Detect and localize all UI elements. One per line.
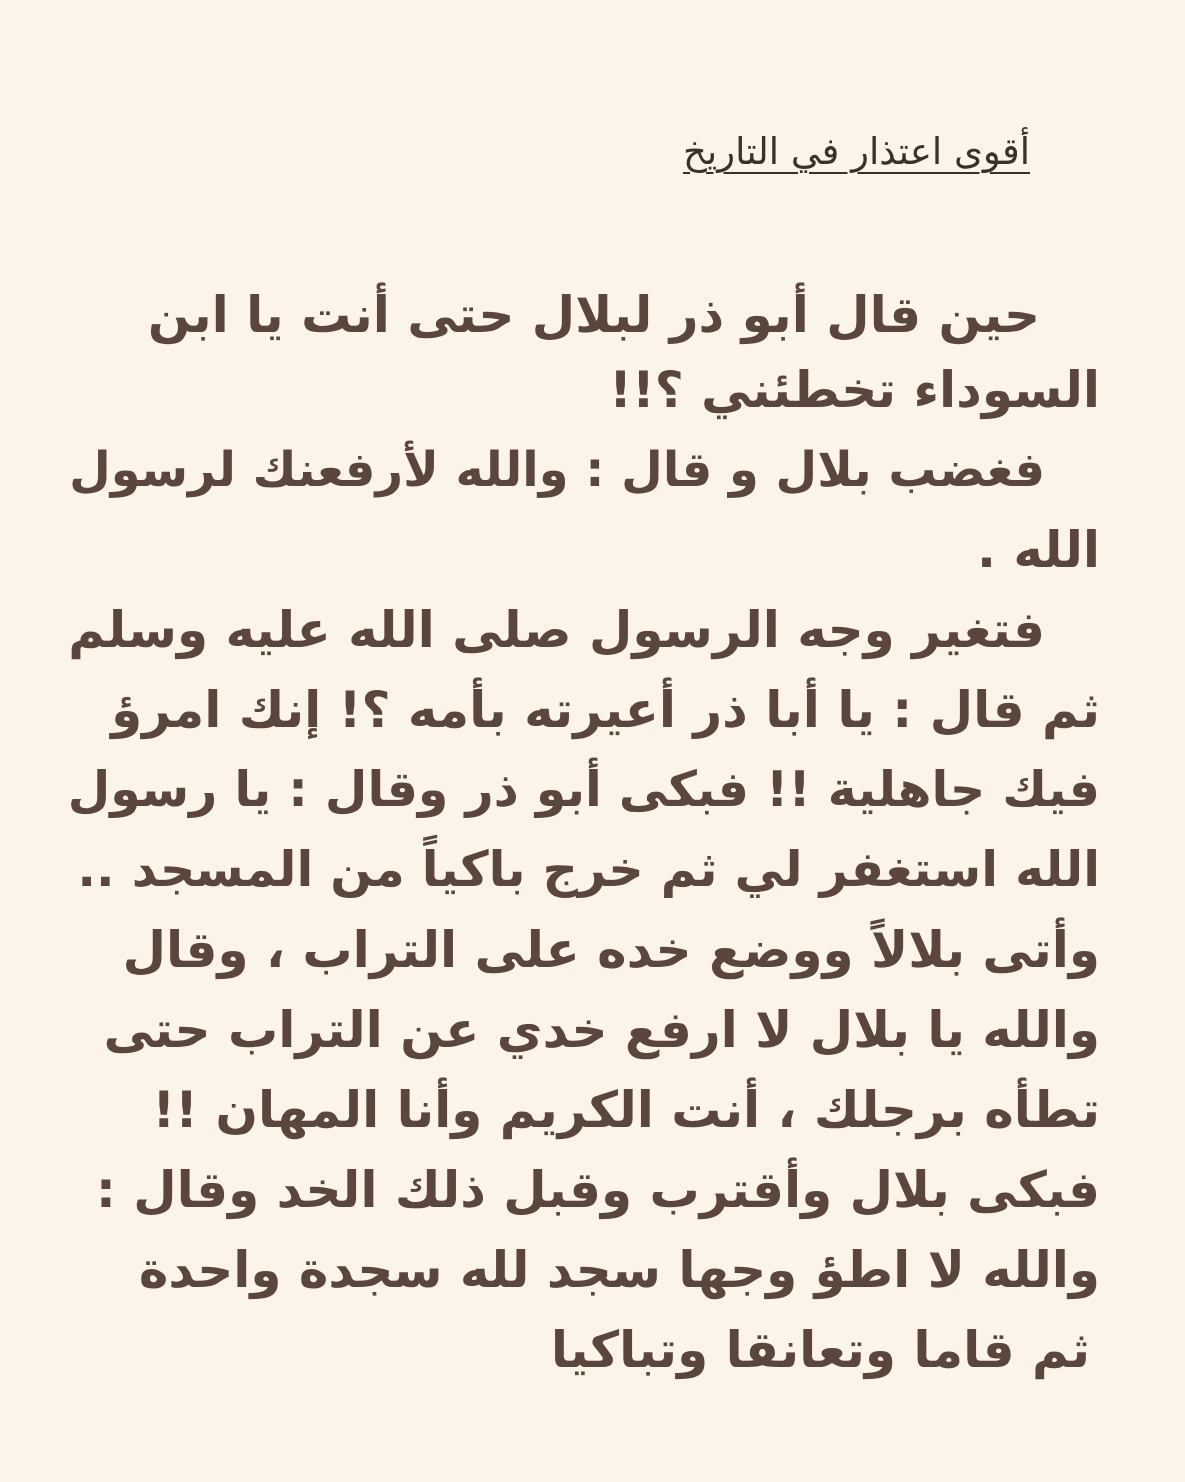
text-line-11: تطأه برجلك ، أنت الكريم وأنا المهان !! [152,1081,1100,1139]
text-line-7: فيك جاهلية !! فبكى أبو ذر وقال : يا رسول [67,761,1100,818]
text-line-12: فبكى بلال وأقترب وقبل ذلك الخد وقال : [95,1161,1100,1219]
text-line-1: حين قال أبو ذر لبلال حتى أنت يا ابن [147,286,1040,344]
text-line-8: الله استغفر لي ثم خرج باكياً من المسجد .. [77,841,1100,898]
text-line-9: وأتى بلالاً ووضع خده على التراب ، وقال [122,921,1100,979]
text-line-3: فغضب بلال و قال : والله لأرفعنك لرسول [69,442,1045,498]
text-line-10: والله يا بلال لا ارفع خدي عن التراب حتى [103,1001,1100,1059]
text-line-5: فتغير وجه الرسول صلى الله عليه وسلم [68,601,1045,659]
text-line-6: ثم قال : يا أبا ذر أعيرته بأمه ؟! إنك امرؤ [111,681,1100,739]
text-line-13: والله لا اطؤ وجها سجد لله سجدة واحدة [138,1241,1100,1299]
text-line-14: ثم قاما وتعانقا وتباكيا [550,1321,1090,1379]
document-title: أقوى اعتذار في التاريخ [683,130,1030,173]
text-line-2: السوداء تخطئني ؟!! [609,361,1100,419]
text-line-4: الله . [976,521,1100,579]
